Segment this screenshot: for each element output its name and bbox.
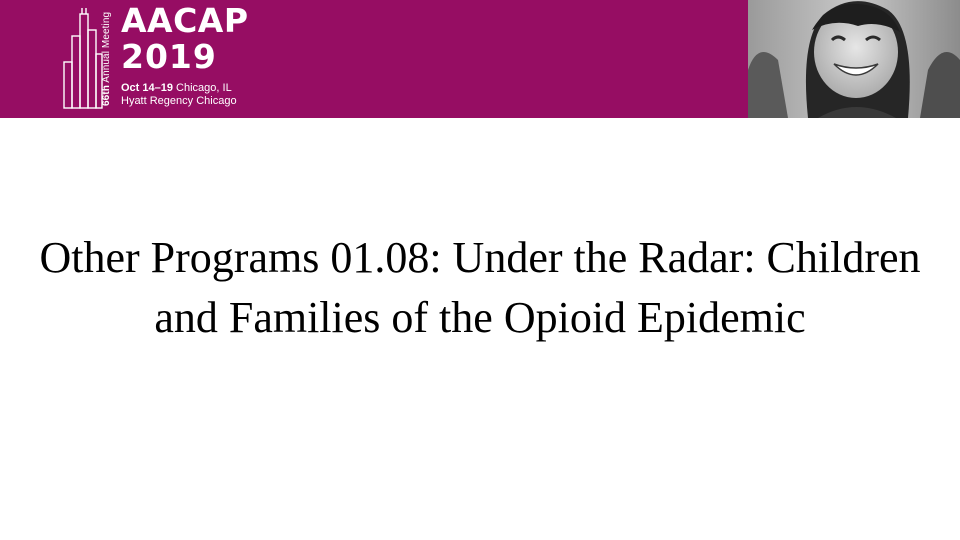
meeting-location: Chicago, IL — [172, 82, 232, 94]
meeting-venue: Hyatt Regency Chicago — [121, 95, 237, 107]
meeting-dates: Oct 14–19 — [121, 82, 173, 94]
meeting-ordinal: 66th — [101, 85, 112, 106]
meeting-label: Annual Meeting — [101, 11, 112, 86]
brand-name: AACAP — [121, 1, 249, 40]
meeting-dates-location — [121, 82, 232, 95]
header-banner — [0, 0, 960, 118]
annual-meeting-label — [101, 12, 112, 106]
willis-tower-logo-icon — [60, 8, 106, 110]
slide-title: Other Programs 01.08: Under the Radar: Children and Families of the Opioid Epidemic — [39, 233, 921, 342]
smiling-child-photo — [748, 0, 960, 118]
brand-year: 2019 — [121, 37, 217, 76]
